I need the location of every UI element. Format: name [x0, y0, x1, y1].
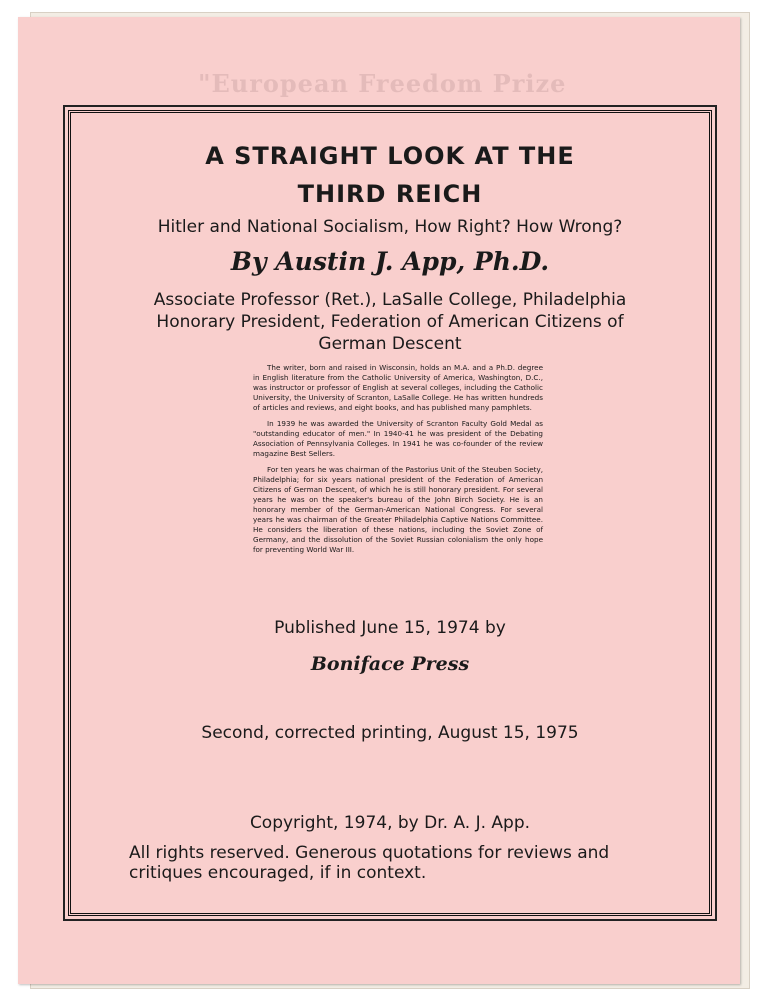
affiliation: [71, 289, 709, 355]
copyright: Copyright, 1974, by Dr. A. J. App.: [249, 813, 531, 833]
booklet-cover: [18, 17, 740, 984]
bio-paragraph-3: For ten years he was chairman of the Pastorius Unit of the Steuben Society, Philadelphia; for six years national president of the Federation of American Citizens of German Descent, of which he is still honorary president. For several years he was on the speaker's bureau of the John Birch Society. He is an honorary member of the German-American National Congress. For several years he was chairman of the Greater Philadelphia Captive Nations Committee. He considers the liberation of these nations, including the Soviet Zone of Germany, and the dissolution of the Soviet Russian colonialism the only hope for preventing World War III.: [253, 465, 543, 554]
rights-notice: [129, 843, 669, 883]
printing-note: Second, corrected printing, August 15, 1975: [201, 723, 579, 743]
bio-paragraph-1: The writer, born and raised in Wisconsin, holds an M.A. and a Ph.D. degree in English literature from the Catholic University of America, Washington, D.C., was instructor or professor of English at several colleges, including the Catholic University, the University of Scranton, LaSalle College. He has written hundreds of articles and reviews, and eight books, and has published many pamphlets.: [253, 363, 543, 412]
author-bio: [253, 363, 543, 561]
rights-line2: critiques encouraged, if in context.: [129, 863, 427, 883]
title-line2: THIRD REICH: [297, 180, 483, 208]
title-line1: A STRAIGHT LOOK AT THE: [205, 142, 575, 170]
published-date: Published June 15, 1974 by: [274, 618, 506, 638]
publisher: Boniface Press: [310, 653, 470, 675]
cover-content: [71, 113, 709, 913]
affiliation-line1: Associate Professor (Ret.), LaSalle College, Philadelphia: [153, 290, 627, 310]
title: [71, 137, 709, 213]
affiliation-line3: German Descent: [318, 334, 462, 354]
affiliation-line2: Honorary President, Federation of American Citizens of: [156, 312, 624, 332]
bleed-through-text: "European Freedom Prize: [198, 69, 567, 98]
decorative-border: [68, 110, 712, 916]
rights-line1: All rights reserved. Generous quotations for reviews and: [129, 843, 610, 863]
author: By Austin J. App, Ph.D.: [230, 247, 550, 276]
subtitle: Hitler and National Socialism, How Right? How Wrong?: [157, 217, 623, 237]
bio-paragraph-2: In 1939 he was awarded the University of Scranton Faculty Gold Medal as "outstanding educator of men." In 1940-41 he was president of the Debating Association of Pennsylvania Colleges. In 1941 he was co-founder of the review magazine Best Sellers.: [253, 419, 543, 458]
